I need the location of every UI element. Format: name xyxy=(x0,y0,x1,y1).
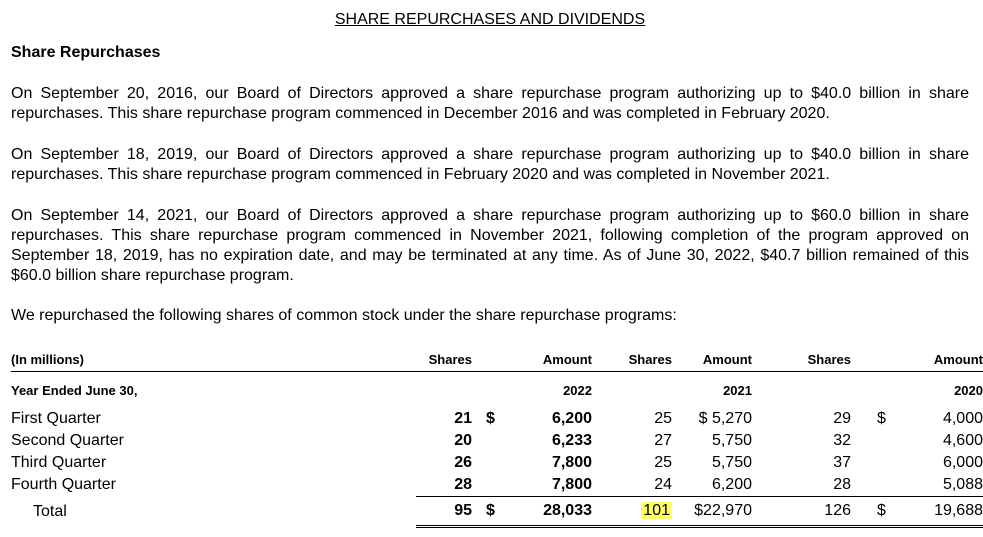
year-2021: 2021 xyxy=(723,382,752,398)
table-row: Fourth Quarter 28 7,800 24 6,200 28 5,088 xyxy=(11,474,983,497)
paragraph-3: On September 14, 2021, our Board of Directors approved a share repurchase program authorizing up to $60.0 billion in share repurchases. This share repurchase program commenced in November 2021, following completion of the program approved on September 18, 2019, has no expiration date, and may be terminated at any time. As of June 30, 2022, $40.7 billion remained of this $60.0 billion share repurchase program. xyxy=(11,207,969,284)
col-amount-2020: Amount xyxy=(851,347,983,372)
page-title: SHARE REPURCHASES AND DIVIDENDS xyxy=(334,11,646,28)
year-label: Year Ended June 30, xyxy=(11,382,138,398)
paragraph-2: On September 18, 2019, our Board of Directors approved a share repurchase program authorizing up to $40.0 billion in share repurchases. This share repurchase program commenced in February 2020 and was completed in November 2021. xyxy=(11,146,969,183)
repurchase-table xyxy=(11,347,983,528)
paragraph-4: We repurchased the following shares of common stock under the share repurchase programs: xyxy=(11,307,677,324)
col-amount-2021: Amount xyxy=(672,347,752,372)
section-heading: Share Repurchases xyxy=(11,44,161,61)
table-row: Second Quarter 20 6,233 27 5,750 32 4,600 xyxy=(11,432,983,449)
year-2020: 2020 xyxy=(954,382,983,398)
currency-symbol: $ xyxy=(486,410,495,427)
total-row: Total 95 $ 28,033 101 $22,970 126 $ 19,688 xyxy=(11,497,983,527)
table-header-row xyxy=(11,347,983,372)
col-amount-2022: Amount xyxy=(472,347,592,372)
table-row: First Quarter 21 $ 6,200 25 $ 5,270 29 $ 4,000 xyxy=(11,408,983,430)
year-row xyxy=(11,372,983,409)
unit-label: (In millions) xyxy=(11,347,416,372)
year-2022: 2022 xyxy=(563,382,592,398)
table-row: Third Quarter 26 7,800 25 5,750 37 6,000 xyxy=(11,454,983,471)
total-label: Total xyxy=(33,502,67,520)
col-shares-2022: Shares xyxy=(416,347,472,372)
paragraph-1: On September 20, 2016, our Board of Directors approved a share repurchase program authorizing up to $40.0 billion in share repurchases. This share repurchase program commenced in December 2016 and was completed in February 2020. xyxy=(11,85,969,122)
col-shares-2020: Shares xyxy=(752,347,851,372)
col-shares-2021: Shares xyxy=(592,347,672,372)
highlighted-total-shares-2021: 101 xyxy=(643,502,670,519)
